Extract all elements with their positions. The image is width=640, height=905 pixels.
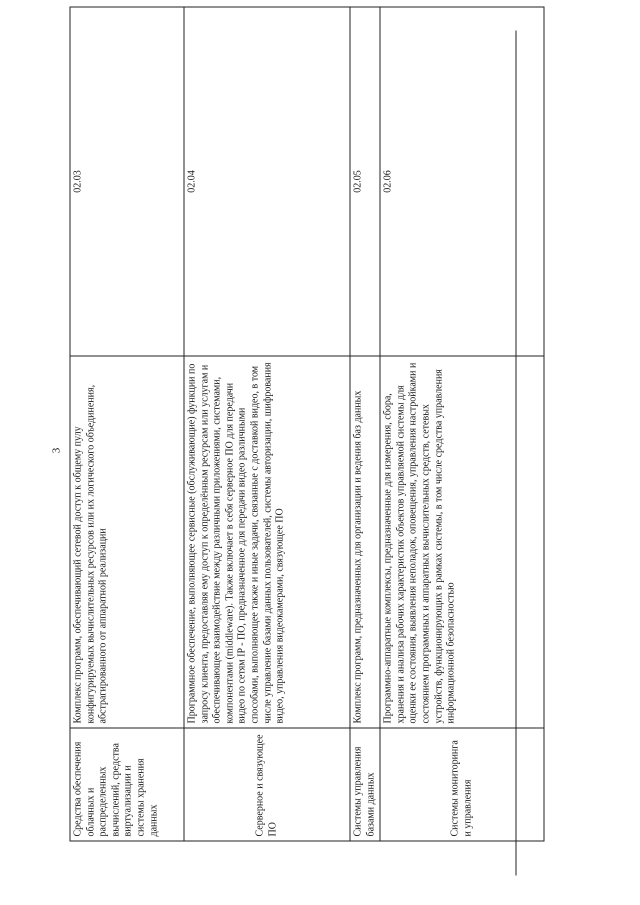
category-name: Серверное и связующее ПО (253, 734, 278, 837)
category-description-cell (380, 356, 544, 728)
category-code-cell (70, 7, 184, 356)
category-description: Программно-аппаратные комплексы, предназначенные для измерения, сбора, хранения и анализа рабочих характеристик объектов управляемой системы для оценки ее состояния, выявления неполадок, оповещения, управления настройками и состоянием программных и аппаратных вычислительных средств, сетевых устройств, функционирующих в рамках системы, в том числе средства управления информационной безопасностью (382, 362, 457, 724)
category-description-cell (70, 356, 184, 728)
category-code-cell (380, 7, 544, 356)
page-number: 3 (50, 447, 62, 454)
software-classification-table (69, 7, 544, 842)
category-description-cell (184, 356, 350, 728)
category-description: Комплекс программ, предназначенных для организации и ведения баз данных (352, 390, 363, 724)
bottom-rule-line (515, 31, 516, 876)
category-code: 02.04 (186, 170, 197, 193)
category-name-cell (380, 728, 544, 841)
table-row (350, 7, 380, 841)
category-name-cell (70, 728, 184, 841)
category-description: Комплекс программ, обеспечивающий сетевой доступ к общему пулу конфигурируемых вычислительных ресурсов или их логического объединения, абстрагированного от аппаратной реализации (72, 384, 109, 724)
category-name-cell (184, 728, 350, 841)
category-code-cell (184, 7, 350, 356)
category-code-cell (350, 7, 380, 356)
rotated-landscape-content (49, 31, 527, 876)
category-code: 02.06 (382, 170, 394, 193)
table-row (70, 7, 184, 841)
category-name: Системы управления базами данных (352, 746, 376, 837)
category-name: Системы мониторинга и управления (449, 740, 473, 837)
category-description-cell (350, 356, 380, 728)
category-name: Средства обеспечения облачных и распределенных вычислений, средства виртуализации и системы хранения данных (72, 741, 159, 837)
table-row (380, 7, 544, 841)
category-code: 02.05 (352, 170, 363, 193)
category-description: Программное обеспечение, выполняющее сервисные (обслуживающие) функции по запросу клиента, предоставляя ему доступ к определённым ресурсам или услугам и обеспечивающее взаимодействие между различными приложениями, системами, компонентами (middleware). Также включает в себя серверное ПО для передачи видео по сетям IP - ПО, предназначенное для передачи видео различными способами, выполняющее также и иные задачи, связанные с доставкой видео, в том числе управление базами данных пользователей, системы авторизации, шифрования видео, управления видеокамерами, связующее ПО (186, 362, 286, 724)
category-name-cell (350, 728, 380, 841)
category-code: 02.03 (72, 170, 83, 193)
table-row (184, 7, 350, 841)
